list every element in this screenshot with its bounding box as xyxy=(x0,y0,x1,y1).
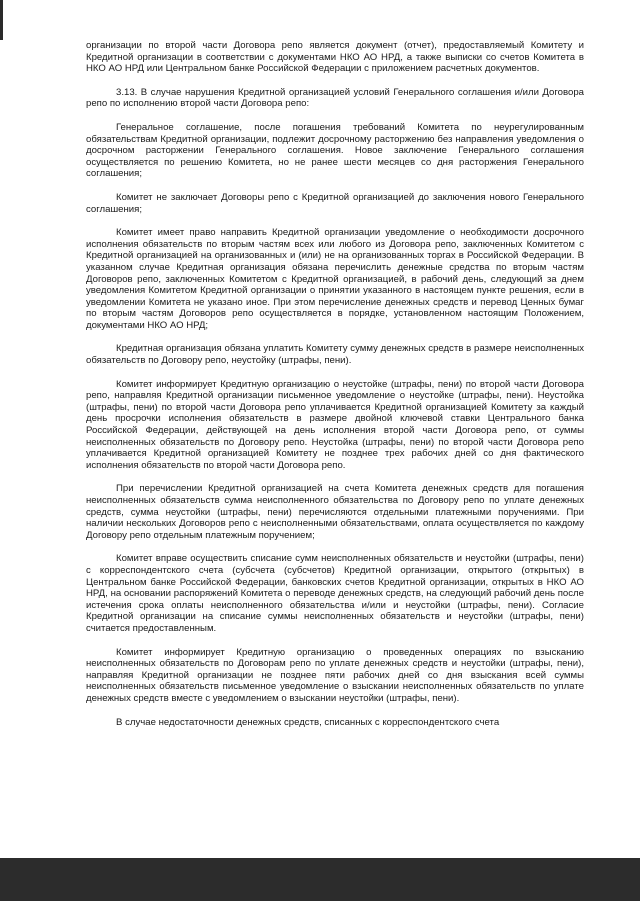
paragraph-continuation: организации по второй части Договора репо является документ (отчет), предоставляемый Комитету и Кредитной организации в соответствии с документами НКО АО НРД, а также выписки со счетов Комитета в НКО АО НРД или Центральном банке Российской Федерации с приложением расчетных документов. xyxy=(86,40,584,75)
paragraph-debit-right: Комитет вправе осуществить списание сумм неисполненных обязательств и неустойки (штрафы, пени) с корреспондентского счета (субсчета (субсчетов) Кредитной организации, открытого (открытых) в Центральном банке Российской Федерации, банковских счетов Кредитной организации, открытых в НКО АО НРД, на основании распоряжений Комитета о переводе денежных средств, на следующий рабочий день после истечения срока оплаты неисполненного обязательства и/или и неустойки (штрафы, пени). Согласие Кредитной организации на списание суммы неисполненных обязательств и неустойки (штрафы, пени) считается предоставленным. xyxy=(86,553,584,634)
document-body xyxy=(86,40,584,740)
scan-edge-mark xyxy=(0,0,3,40)
paragraph-clause-3-13: 3.13. В случае нарушения Кредитной организацией условий Генерального соглашения и/или Договора репо по исполнению второй части Договора репо: xyxy=(86,86,584,110)
paragraph-payment-orders: При перечислении Кредитной организацией на счета Комитета денежных средств для погашения неисполненных обязательств сумма неисполненного обязательства по Договору репо по уплате денежных средств, сумма неустойки (штрафы, пени) перечисляются отдельными платежными поручениями. При наличии нескольких Договоров репо с неисполненными обязательствами, оплата осуществляется по каждому Договору репо отдельным платежным поручением; xyxy=(86,483,584,541)
scan-bottom-border xyxy=(0,858,640,901)
paragraph-payment-obligation: Кредитная организация обязана уплатить Комитету сумму денежных средств в размере неисполненных обязательств по Договору репо, неустойку (штрафы, пени). xyxy=(86,343,584,367)
paragraph-general-agreement-termination: Генеральное соглашение, после погашения требований Комитета по неурегулированным обязательствам Кредитной организации, подлежит досрочному расторжению без направления уведомления о досрочном расторжении Генерального соглашения. Новое заключение Генерального соглашения осуществляется по решению Комитета, но не ранее шести месяцев со дня расторжения Генерального соглашения; xyxy=(86,121,584,180)
paragraph-early-execution-notice: Комитет имеет право направить Кредитной организации уведомление о необходимости досрочного исполнения обязательств по вторым частям всех или любого из Договора репо, заключенных Комитетом с Кредитной организацией на организованных и (или) не на организованных торгах в Российской Федерации. В указанном случае Кредитная организация обязана перечислить денежные средства по вторым частям Договоров репо, заключенных Комитетом с Кредитной организацией, в рабочий день, следующий за днем уведомления Комитетом Кредитной организации о принятии указанного в настоящем пункте решения, если в уведомлении Комитета не указано иное. При этом перечисление денежных средств и перевод Ценных бумаг по вторым частям Договоров репо осуществляется в порядке, установленном настоящим Положением, документами НКО АО НРД; xyxy=(86,227,584,331)
paragraph-insufficient-funds: В случае недостаточности денежных средств, списанных с корреспондентского счета xyxy=(116,716,500,728)
paragraph-no-new-repo: Комитет не заключает Договоры репо с Кредитной организацией до заключения нового Генерального соглашения; xyxy=(86,191,584,215)
paragraph-collection-notice: Комитет информирует Кредитную организацию о проведенных операциях по взысканию неисполненных обязательств по Договорам репо по уплате денежных средств и неустойки (штрафы, пени), направляя Кредитной организации не позднее пяти рабочих дней со дня взыскания всей суммы неисполненных обязательств письменное уведомление о взыскании неисполненных обязательств по уплате денежных средств вместе с уведомлением о взыскании неустойки (штрафы, пени). xyxy=(86,646,584,704)
paragraph-penalty-notice: Комитет информирует Кредитную организацию о неустойке (штрафы, пени) по второй части Договора репо, направляя Кредитной организации письменное уведомление о неустойке (штрафы, пени). Неустойка (штрафы, пени) по второй части Договора репо уплачивается Кредитной организацией Комитету за каждый день просрочки исполнения обязательств в размере двойной ключевой ставки Центрального банка Российской Федерации, действующей на день исполнения второй части Договора репо, от суммы неисполненных обязательств по Договору репо. Неустойка (штрафы, пени) по второй части Договора репо уплачивается Кредитной организацией Комитету не позднее трех рабочих дней со дня фактического исполнения обязательств по второй части Договора репо. xyxy=(86,378,584,471)
